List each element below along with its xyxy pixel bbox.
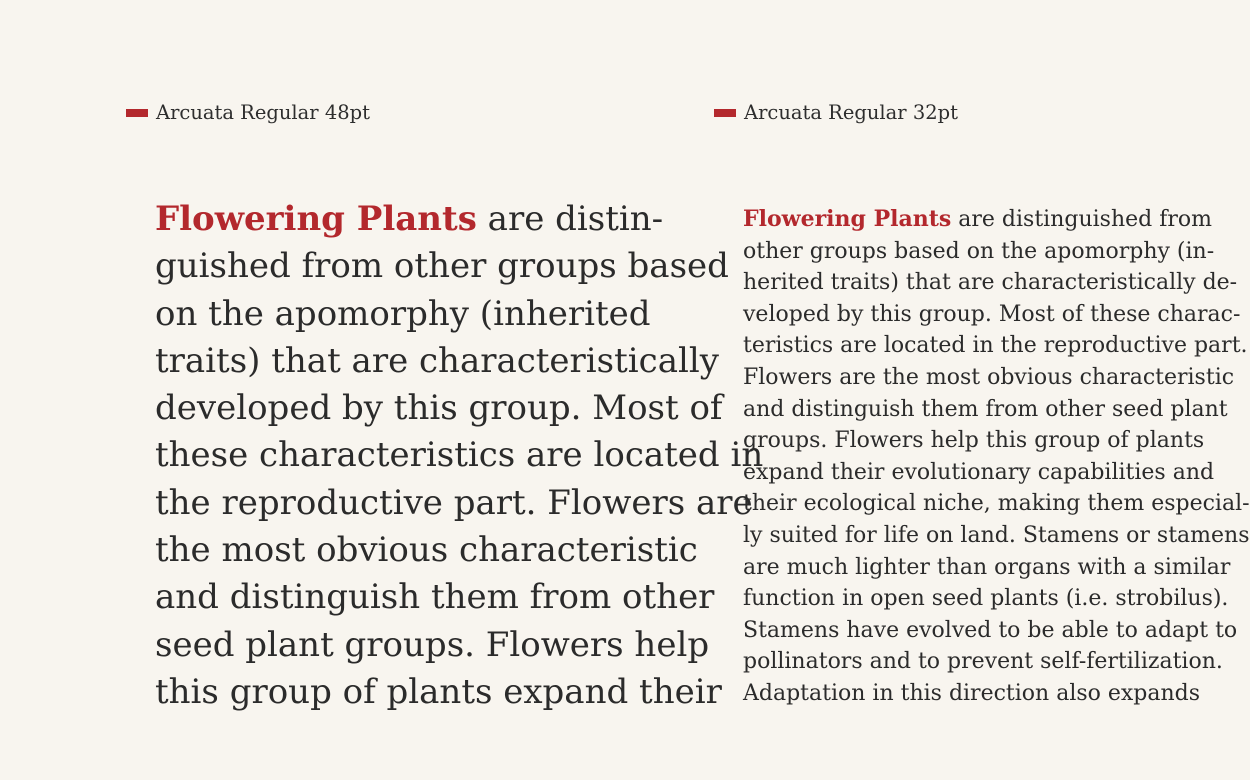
specimen-text-32pt bbox=[743, 204, 1250, 724]
red-marker bbox=[714, 109, 736, 117]
line-text: are distinguished from bbox=[951, 207, 1212, 232]
text-line: developed by this group. Most of bbox=[155, 388, 723, 429]
text-line: these characteristics are located in bbox=[155, 435, 764, 476]
text-line: seed plant groups. Flowers help bbox=[155, 624, 710, 665]
text-line: Flowers are the most obvious characteristic bbox=[743, 364, 1235, 390]
text-line: teristics are located in the reproductive part. bbox=[743, 333, 1248, 359]
text-line: traits) that are characteristically bbox=[155, 340, 719, 381]
highlight-phrase: Flowering Plants bbox=[743, 206, 952, 232]
specimen-label-text: Arcuata Regular 32pt bbox=[744, 101, 958, 124]
text-line: guished from other groups based bbox=[155, 246, 729, 287]
specimen-text-48pt bbox=[155, 196, 764, 726]
text-line: the reproductive part. Flowers are bbox=[155, 482, 753, 523]
text-line: pollinators and to prevent self-fertilization. bbox=[743, 649, 1223, 675]
text-line: are much lighter than organs with a similar bbox=[743, 554, 1231, 580]
highlight-phrase: Flowering Plants bbox=[155, 199, 477, 239]
text-line bbox=[155, 196, 664, 243]
text-line: ly suited for life on land. Stamens or stamens bbox=[743, 522, 1250, 548]
text-line: veloped by this group. Most of these charac- bbox=[743, 301, 1241, 327]
text-line: their ecological niche, making them especial- bbox=[743, 491, 1250, 517]
text-line: other groups based on the apomorphy (in- bbox=[743, 238, 1215, 264]
text-line: herited traits) that are characteristically de- bbox=[743, 270, 1238, 296]
text-line: and distinguish them from other seed plant bbox=[743, 396, 1228, 422]
red-marker bbox=[126, 109, 148, 117]
text-line: function in open seed plants (i.e. strobilus). bbox=[743, 586, 1229, 612]
text-line bbox=[743, 204, 1212, 236]
text-line: this group of plants expand their bbox=[155, 671, 722, 712]
text-line: groups. Flowers help this group of plants bbox=[743, 428, 1205, 454]
text-line: Adaptation in this direction also expands bbox=[743, 680, 1201, 706]
text-line: the most obvious characteristic bbox=[155, 530, 698, 571]
text-line: Stamens have evolved to be able to adapt to bbox=[743, 617, 1238, 643]
text-line: expand their evolutionary capabilities and bbox=[743, 459, 1215, 485]
specimen-label-48pt bbox=[126, 101, 370, 124]
text-line: on the apomorphy (inherited bbox=[155, 293, 651, 334]
specimen-label-32pt bbox=[714, 101, 958, 124]
specimen-label-text: Arcuata Regular 48pt bbox=[156, 101, 370, 124]
line-text: are distin- bbox=[476, 199, 664, 239]
text-line: and distinguish them from other bbox=[155, 577, 715, 618]
